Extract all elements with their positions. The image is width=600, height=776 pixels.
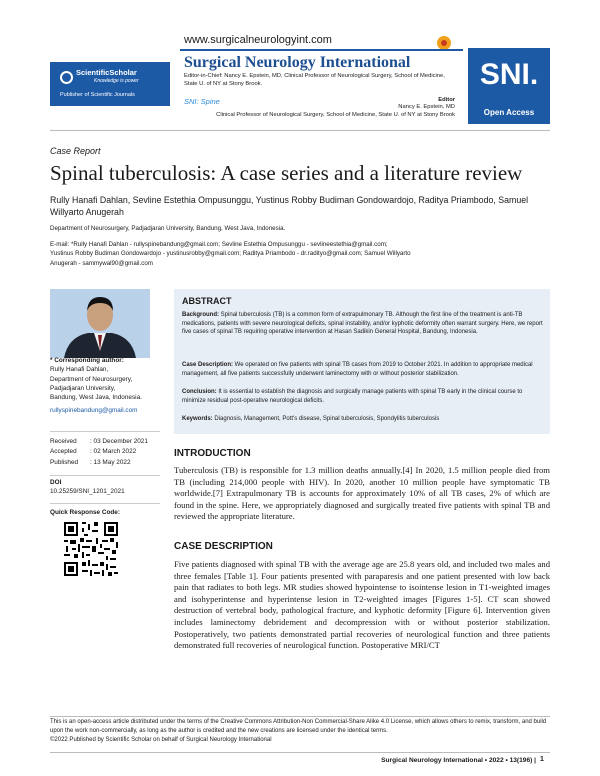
footer-divider	[50, 716, 550, 717]
sidebar-divider-3	[50, 503, 160, 504]
intro-heading: INTRODUCTION	[174, 448, 251, 459]
corr-heading: * Corresponding author:	[50, 357, 124, 364]
corr-dept: Department of Neurosurgery,	[50, 375, 133, 383]
author-photo	[50, 289, 150, 358]
abstract-conclusion: Conclusion: It is essential to establish the diagnosis and surgically manage patients with spinal TB early in the clinical course to minimize residual post-operative neurological deficits.	[182, 389, 523, 404]
author-list: Rully Hanafi Dahlan, Sevline Estethia Ompusunggu, Yustinus Robby Budiman Gondowardojo, Raditya Priambodo, Samuel Willyarto Anugerah	[50, 195, 529, 218]
emails-line-1: E-mail: *Rully Hanafi Dahlan - rullyspinebandung@gmail.com; Sevline Estethia Ompusunggu - sevlineestethia@gmail.com;	[50, 241, 388, 248]
corr-name: Rully Hanafi Dahlan,	[50, 366, 109, 374]
publisher-sub: Publisher of Scientific Journals	[60, 92, 135, 98]
corr-email-link[interactable]: rullyspinebandung@gmail.com	[50, 407, 138, 415]
article-dates	[50, 437, 168, 468]
doi-label: DOI	[50, 479, 62, 486]
footer-journal-ref: Surgical Neurology International • 2022 • 13(196) |	[381, 757, 536, 764]
license-text: This is an open-access article distributed under the terms of the Creative Commons Attribution-Non Commercial-Share Alike 4.0 License, which allows others to remix, transform, and build upon the work non-commercially, as long as the author is credited and the new creations are licensed under the identical terms.	[50, 719, 547, 734]
date-received: Received : 03 December 2021	[50, 438, 148, 445]
emails-line-2: Yustinus Robby Budiman Gondowardojo - yustinusrobby@gmail.com; Raditya Priambodo - dr.radityo@gmail.com; Samuel Willyarto	[50, 250, 411, 258]
date-accepted: Accepted : 02 March 2022	[50, 448, 137, 456]
author-emails	[50, 240, 520, 268]
case-text: Five patients diagnosed with spinal TB with the average age are 25.8 years old, and included two males and three females [Table 1]. Four patients presented with paraparesis and one patient presented with low back pain that radiates to both legs. MR studies showed hypointense to isointense lesion in T1-weighted images and isohyperintense and hyperintense lesion in T2-weighted images [Figures 1-5]. CT scan showed destruction of vertebral body, pathological fracture, and kyphotic deformity [Figure 6]. Intervention given includes laminectomy debridement and decompression with or without posterior stabilization. Postoperatively, two patients demonstrated partial recoveries of neurological function and three patients demonstrated full recoveries of neurological function. Postoperative MRI/CT	[174, 559, 550, 651]
case-heading: CASE DESCRIPTION	[174, 541, 273, 552]
date-published: Published : 13 May 2022	[50, 458, 131, 466]
editor-label: Editor	[438, 97, 455, 103]
publisher-name: ScientificScholar	[76, 68, 137, 77]
section-tag: SNI: Spine	[184, 97, 220, 106]
sidebar-divider	[50, 431, 160, 432]
abstract-keywords: Keywords: Diagnosis, Management, Pott's disease, Spinal tuberculosis, Spondylitis tuberculosis	[182, 416, 440, 422]
editor-info	[180, 104, 455, 120]
journal-url[interactable]: www.surgicalneurologyint.com	[184, 34, 332, 46]
affiliation: Department of Neurosurgery, Padjadjaran University, Bandung, West Java, Indonesia.	[50, 225, 286, 232]
scientificscholar-logo-icon	[60, 71, 73, 84]
article-title: Spinal tuberculosis: A case series and a literature review	[50, 161, 523, 185]
header-divider	[180, 49, 463, 51]
doi-link[interactable]: 10.25259/SNI_1201_2021	[50, 488, 125, 495]
editor-name: Nancy E. Epstein, MD	[398, 104, 455, 110]
qr-code[interactable]	[62, 520, 120, 578]
open-access-label: Open Access	[483, 108, 535, 117]
intro-text: Tuberculosis (TB) is responsible for 1.3 million deaths annually.[4] In 2020, 1.5 million people died from TB (including 214,000 people with HIV). In 2020, another 10 million people have symptomatic TB worldwide.[7] Extrapulmonary TB is accounts for approximately 10% of all TB cases, 2% of which are found in the spine. Here, we appropriately diagnosed and surgically treated five patients with spinal TB and reviewed the appropriate literature.	[174, 465, 550, 522]
qr-label: Quick Response Code:	[50, 509, 120, 516]
footer-bar	[50, 752, 550, 753]
corr-univ: Padjadjaran University,	[50, 384, 116, 392]
sni-logo-text: SNI.	[479, 58, 539, 91]
sni-logo	[468, 48, 550, 124]
editor-in-chief: Editor-in-Chief: Nancy E. Epstein, MD, Clinical Professor of Neurological Surgery, School of Medicine, State U. of NY at Stony Brook.	[184, 73, 445, 87]
corr-city: Bandung, West Java, Indonesia.	[50, 394, 142, 402]
open-access-icon	[437, 36, 451, 50]
sidebar-divider-2	[50, 475, 160, 476]
published-by: ©2022 Published by Scientific Scholar on behalf of Surgical Neurology International	[50, 737, 272, 743]
emails-line-3: Anugerah - sammywal90@gmail.com	[50, 259, 153, 267]
abstract-box	[174, 289, 550, 434]
top-divider	[50, 130, 550, 131]
editor-affiliation: Clinical Professor of Neurological Surgery, School of Medicine, State U. of NY at Stony Brook	[216, 111, 455, 118]
abstract-background: Background: Spinal tuberculosis (TB) is a common form of extrapulmonary TB. Although the first line of the treatment is anti-TB medications, patients with severe neurological deficits, spinal instability, and/or kyphotic deformity often warrant surgery. Here, we report five cases of spinal TB requiring operative intervention at Hasan Sadikin General Hospital, Bandung, Indonesia.	[182, 312, 543, 336]
article-type: Case Report	[50, 146, 101, 156]
page-number: 1	[540, 756, 544, 763]
journal-title: Surgical Neurology International	[184, 54, 411, 71]
abstract-case: Case Description: We operated on five patients with spinal TB cases from 2019 to October 2021. In addition to appropriate medical management, all five patients successfully underwent laminectomy with or without posterior stabilization.	[182, 362, 533, 377]
publisher-logo	[50, 62, 170, 106]
publisher-tagline: Knowledge is power	[94, 78, 139, 84]
abstract-title: ABSTRACT	[182, 296, 232, 306]
corresponding-author	[50, 356, 168, 416]
